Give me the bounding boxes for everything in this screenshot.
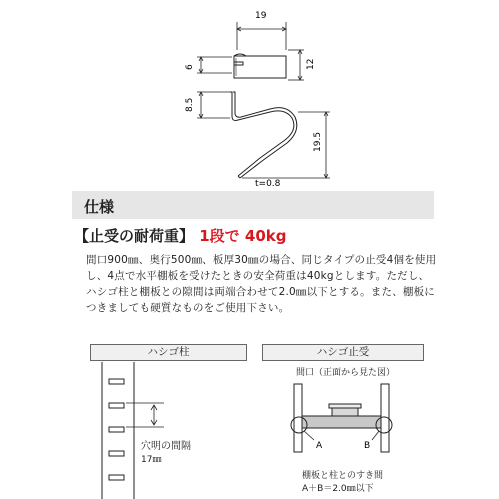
dim-12	[288, 50, 304, 80]
shelf-board	[302, 416, 381, 428]
hole-pitch-value: 17㎜	[141, 455, 162, 465]
gap-label-a: A	[316, 441, 323, 451]
dim-8-5-text: 8.5	[185, 97, 195, 112]
post-hole	[109, 403, 124, 408]
dim-width-text: 19	[255, 11, 267, 21]
dim-12-text: 12	[306, 58, 316, 70]
post-hole	[109, 427, 124, 432]
gap-note: 棚板と柱とのすき間	[302, 471, 384, 481]
spec-description: 間口900㎜、奥行500㎜、板厚30㎜の場合、同じタイプの止受4個を使用し、4点で水平棚板を受けたときの安全荷重は40kgとします。ただし、ハシゴ柱と棚板との隙間は両端合わせて2.0㎜以下とする。また、棚板につきましても硬質なものをご使用下さい。	[86, 254, 437, 314]
bracket-top-plate	[234, 54, 286, 78]
ladder-post-drawing	[90, 362, 250, 499]
post-hole	[109, 475, 124, 480]
dim-6-text: 6	[185, 64, 195, 70]
thickness-text: t=0.8	[255, 179, 281, 189]
stopper-front-view	[280, 378, 410, 458]
gap-formula: A＋B＝2.0㎜以下	[302, 484, 374, 494]
spec-title: 仕様	[84, 198, 115, 216]
stopper-caption: 間口（正面から見た図）	[296, 368, 396, 378]
load-capacity-label: 【止受の耐荷重】	[74, 227, 195, 245]
post-hole	[109, 379, 124, 384]
gap-label-b: B	[364, 441, 371, 451]
bracket-side-profile	[230, 92, 297, 178]
dim-8-5	[197, 92, 230, 118]
load-capacity-value: 1段で 40kg	[199, 227, 287, 245]
bracket-drawing	[0, 0, 499, 190]
dim-width-19	[237, 22, 286, 50]
hole-pitch-label: 穴明の間隔	[141, 441, 191, 452]
dim-6	[197, 57, 232, 73]
stopper-header: ハシゴ止受	[262, 344, 424, 361]
ladder-post-header: ハシゴ柱	[90, 344, 247, 361]
spec-header-bar	[72, 191, 434, 219]
post-hole	[109, 451, 124, 456]
load-capacity-line	[74, 225, 287, 246]
dim-19-5-text: 19.5	[313, 131, 323, 152]
